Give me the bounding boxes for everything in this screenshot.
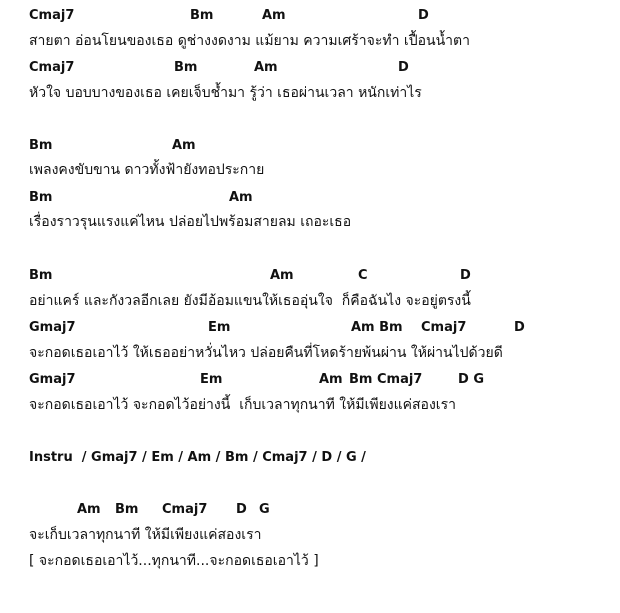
lyric-line: อย่าแคร์ และกังวลอีกเลย ยังมีอ้อมแขนให้เธออุ่นใจ ก็คือฉันไง จะอยู่ตรงนี้ [29, 293, 471, 309]
chord: D [514, 320, 525, 335]
chord: Cmaj7 [421, 320, 467, 335]
chord: G [259, 502, 270, 517]
chord: Am [270, 268, 294, 283]
chord: Am [262, 8, 286, 23]
lyric-line: จะกอดเธอเอาไว้ ให้เธออย่าหวั่นไหว ปล่อยคืนที่โหดร้ายพ้นผ่าน ให้ผ่านไปด้วยดี [29, 345, 503, 361]
lyric-line: หัวใจ บอบบางของเธอ เคยเจ็บช้ำมา รู้ว่า เธอผ่านเวลา หนักเท่าไร [29, 85, 422, 101]
chord: C [358, 268, 368, 283]
chord: Cmaj7 [29, 60, 75, 75]
chord: Am [319, 372, 343, 387]
chord: Bm [190, 8, 214, 23]
chord: Am Bm [351, 320, 403, 335]
chord: D [236, 502, 247, 517]
chord: Bm [29, 268, 53, 283]
chord: Bm [174, 60, 198, 75]
chord: Am [172, 138, 196, 153]
chord: D G [458, 372, 484, 387]
chord: Bm Cmaj7 [349, 372, 423, 387]
instrumental-line: Instru / Gmaj7 / Em / Am / Bm / Cmaj7 / D / G / [29, 450, 366, 465]
chord: Em [200, 372, 223, 387]
lyric-line: จะกอดเธอเอาไว้ จะกอดไว้อย่างนี้ เก็บเวลาทุกนาที ให้มีเพียงแค่สองเรา [29, 397, 456, 413]
chord: D [398, 60, 409, 75]
chord: Am [229, 190, 253, 205]
lyric-line: เพลงคงขับขาน ดาวทั้งฟ้ายังทอประกาย [29, 162, 265, 178]
lyric-line: จะเก็บเวลาทุกนาที ให้มีเพียงแค่สองเรา [29, 527, 262, 543]
chord: Cmaj7 [29, 8, 75, 23]
chord: D [418, 8, 429, 23]
chord: Am [254, 60, 278, 75]
chord: Bm [29, 190, 53, 205]
chord: Bm [115, 502, 139, 517]
chord: Bm [29, 138, 53, 153]
chord: Am [77, 502, 101, 517]
lyric-line: เรื่องราวรุนแรงแค่ไหน ปล่อยไปพร้อมสายลม เถอะเธอ [29, 214, 352, 230]
chord: Cmaj7 [162, 502, 208, 517]
chord: D [460, 268, 471, 283]
chord: Em [208, 320, 231, 335]
chord: Gmaj7 [29, 372, 76, 387]
chord: Gmaj7 [29, 320, 76, 335]
lyric-note: [ จะกอดเธอเอาไว้...ทุกนาที...จะกอดเธอเอาไว้ ] [29, 553, 319, 569]
lyric-line: สายตา อ่อนโยนของเธอ ดูช่างงดงาม แม้ยาม ความเศร้าจะทำ เปื้อนน้ำตา [29, 33, 470, 49]
